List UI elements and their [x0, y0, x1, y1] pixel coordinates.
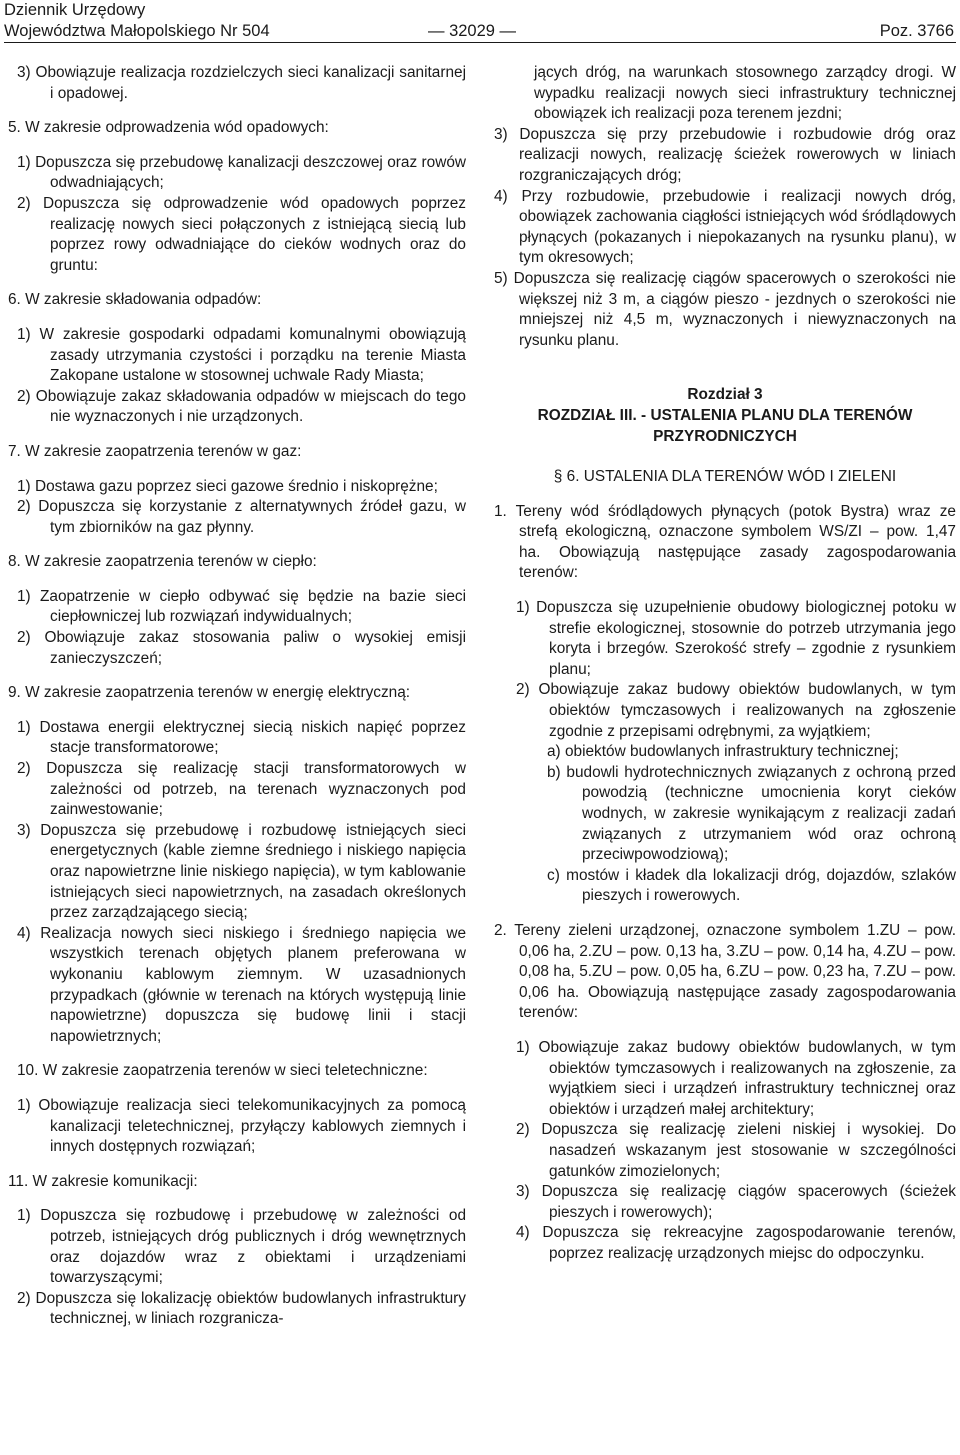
list-item: 1) Dostawa energii elektrycznej siecią niskich napięć poprzez stacje transformatorowe; [17, 718, 466, 757]
list-item: 2) Obowiązuje zakaz stosowania paliw o wysokiej emisji zanieczyszczeń; [17, 629, 466, 667]
left-column [8, 63, 466, 1330]
list-item: 1) Dostawa gazu poprzez sieci gazowe średnio i niskoprężne; [17, 477, 438, 495]
right-column [494, 63, 956, 1264]
sub-list-item: a) obiektów budowlanych infrastruktury technicznej; [547, 743, 899, 761]
list-item: 2) Dopuszcza się lokalizację obiektów budowlanych infrastruktury technicznej, w liniach rozgranicza- [17, 1289, 466, 1328]
section-heading: 11. W zakresie komunikacji: [8, 1172, 198, 1190]
list-item: 4) Przy rozbudowie, przebudowie i realizacji nowych dróg, obowiązek zachowania ciągłości istniejących wód śródlądowych płynących (pokazanych i niepokazanych na rysunku planu), w tym okresowych; [494, 187, 956, 267]
position-number: Poz. 3766 [879, 22, 954, 40]
list-item: 5) Dopuszcza się realizację ciągów spacerowych o szerokości nie większej niż 3 m, a ciągów pieszo - jezdnych o szerokości nie mniejszej niż 4,5 m, wyznaczonych i niewyznaczonych na rysunku planu. [494, 269, 956, 349]
list-item: 2) Obowiązuje zakaz budowy obiektów budowlanych, w tym obiektów tymczasowych i realizowanych na zgłoszenie zgodnie z przepisami odrębnymi, za wyjątkiem; [516, 681, 956, 740]
section-heading: 5. W zakresie odprowadzenia wód opadowych: [8, 119, 329, 137]
header-rule [4, 42, 956, 43]
voivodeship-issue: Województwa Małopolskiego Nr 504 [4, 22, 270, 40]
page-number: — 32029 — [428, 22, 517, 40]
list-item: 1) Obowiązuje realizacja sieci telekomunikacyjnych za pomocą kanalizacji teletechnicznej, przyłączy kablowych ziemnych i innych dostępnych rozwiązań; [17, 1096, 466, 1156]
section-heading: 10. W zakresie zaopatrzenia terenów w sieci teletechniczne: [17, 1062, 428, 1080]
section-heading: 6. W zakresie składowania odpadów: [8, 291, 262, 309]
list-item: 1) Dopuszcza się przebudowę kanalizacji deszczowej oraz rowów odwadniających; [17, 153, 466, 192]
section-heading: 7. W zakresie zaopatrzenia terenów w gaz: [8, 442, 302, 460]
list-item: 1) Zaopatrzenie w ciepło odbywać się będzie na bazie sieci ciepłowniczej lub rozwiązań indywidualnych; [17, 587, 466, 626]
list-item: 2) Dopuszcza się realizację stacji transformatorowych w zależności od potrzeb, na terenach wyznaczonych pod zainwestowanie; [17, 760, 466, 819]
paragraph-title: § 6. USTALENIA DLA TERENÓW WÓD I ZIELENI [553, 468, 897, 486]
list-item: 3) Obowiązuje realizacja rozdzielczych sieci kanalizacji sanitarnej i opadowej. [17, 64, 466, 102]
sub-list-item: c) mostów i kładek dla lokalizacji dróg, dojazdów, szlaków pieszych i rowerowych. [547, 866, 956, 905]
list-item: 1) Dopuszcza się rozbudowę i przebudowę w zależności od potrzeb, istniejących dróg publicznych i dróg wewnętrznych oraz dojazdów wraz z obiektami i urządzeniami towarzyszącymi; [17, 1207, 466, 1287]
chapter-number: Rozdział 3 [687, 386, 763, 404]
section-heading: 8. W zakresie zaopatrzenia terenów w ciepło: [8, 553, 317, 571]
journal-title: Dziennik Urzędowy [4, 1, 146, 19]
list-item: 1) Obowiązuje zakaz budowy obiektów budowlanych, w tym obiektów tymczasowych i realizowanych na zgłoszenie, za wyjątkiem sieci i urządzeń infrastruktury technicznej oraz obiektów i urządzeń małej architektury; [516, 1038, 956, 1118]
list-item: 4) Realizacja nowych sieci niskiego i średniego napięcia we wszystkich terenach objętych planem preferowana w wykonaniu kablowym ziemnym. W uzasadnionych przypadkach (głównie w terenach na których występują linie napowietrzne) dopuszcza się budowę linii i stacji napowietrznych; [17, 924, 466, 1045]
section-heading: 9. W zakresie zaopatrzenia terenów w energię elektryczną: [8, 684, 411, 702]
sub-list-item: b) budowli hydrotechnicznych związanych z ochroną przed powodzią (techniczne umocnienia koryt cieków wodnych, w zakresie wynikającym z realizacji zadań związanych z utrzymaniem wód oraz ochroną przeciwpowodziową); [547, 763, 956, 864]
list-item: 4) Dopuszcza się rekreacyjne zagospodarowanie terenów, poprzez realizację urządzonych miejsc do odpoczynku. [516, 1224, 956, 1262]
list-item: 1) W zakresie gospodarki odpadami komunalnymi obowiązują zasady utrzymania czystości i porządku na terenie Miasta Zakopane ustalone w stosownej uchwale Rady Miasta; [17, 325, 466, 385]
list-item: 2. Tereny zieleni urządzonej, oznaczone symbolem 1.ZU – pow. 0,06 ha, 2.ZU – pow. 0,13 ha, 3.ZU – pow. 0,14 ha, 4.ZU – pow. 0,08 ha, 5.ZU – pow. 0,05 ha, 6.ZU – pow. 0,23 ha, 7.ZU – pow. 0,06 ha. Obowiązują następujące zasady zagospodarowania terenów: [494, 921, 956, 1022]
list-item: 3) Dopuszcza się realizację ciągów spacerowych (ścieżek pieszych i rowerowych); [516, 1183, 956, 1221]
page-header [0, 0, 960, 44]
list-item: 2) Dopuszcza się realizację zieleni niskiej i wysokiej. Do nasadzeń wskazanym jest stosowanie w szczególności gatunków zimozielonych; [516, 1121, 956, 1180]
chapter-title: ROZDZIAŁ III. - USTALENIA PLANU DLA TERENÓW PRZYRODNICZYCH [537, 406, 913, 445]
list-item: 2) Obowiązuje zakaz składowania odpadów w miejscach do tego nie wyznaczonych i nie urządzonych. [17, 387, 466, 426]
list-item: 2) Dopuszcza się korzystanie z alternatywnych źródeł gazu, w tym zbiorników na gaz płynny. [17, 498, 466, 536]
list-item: 1) Dopuszcza się uzupełnienie obudowy biologicznej potoku w strefie ekologicznej, stosownie do potrzeb utrzymania jego koryta i brzegów. Szerokość strefy – zgodnie z rysunkiem planu; [516, 599, 956, 678]
list-item: 3) Dopuszcza się przebudowę i rozbudowę istniejących sieci energetycznych (kable ziemne średniego i niskiego napięcia oraz napowietrzne linie niskiego napięcia), w tym kablowanie istniejących sieci napowietrznych, na zasadach określonych przez zarządzającego siecią; [17, 821, 466, 922]
list-item: 1. Tereny wód śródlądowych płynących (potok Bystra) wraz ze strefą ekologiczną, oznaczone symbolem WS/ZI – pow. 1,47 ha. Obowiązują następujące zasady zagospodarowania terenów: [494, 502, 956, 582]
list-item: 2) Dopuszcza się odprowadzenie wód opadowych poprzez realizację nowych sieci połączonych z istniejącą siecią lub poprzez rowy odwadniające do cieków wodnych oraz do gruntu: [17, 194, 466, 274]
list-item: 3) Dopuszcza się przy przebudowie i rozbudowie dróg oraz realizacji nowych, realizację ścieżek rowerowych w liniach rozgraniczających dróg; [494, 125, 956, 184]
continued-text: jących dróg, na warunkach stosownego zarządcy drogi. W wypadku realizacji nowych sieci infrastruktury technicznej obowiązek ich realizacji poza terenem jezdni; [534, 64, 956, 123]
